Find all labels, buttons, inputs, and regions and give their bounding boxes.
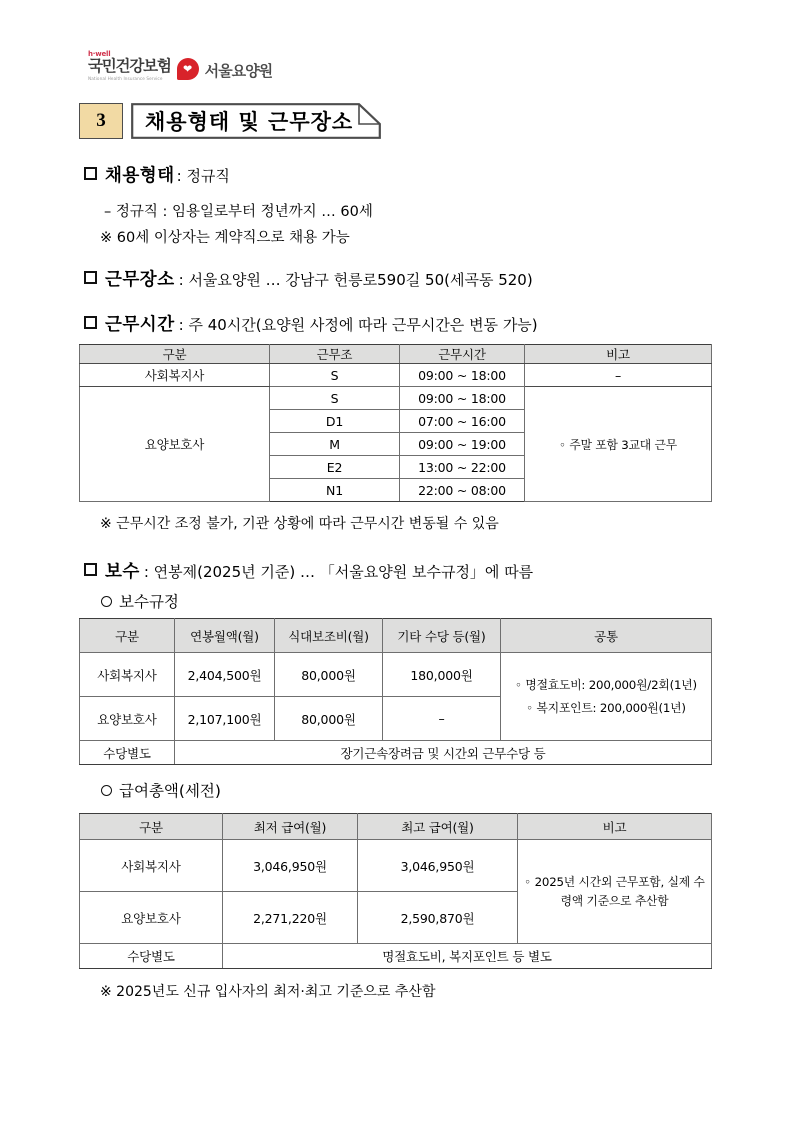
col-header-min-salary: 최저 급여(월): [223, 814, 358, 840]
col-header-hours: 근무시간: [400, 345, 525, 364]
col-header-category: 구분: [80, 619, 175, 653]
cell-hours: 13:00 ~ 22:00: [400, 456, 525, 479]
table-header-row: [80, 345, 712, 364]
nhis-logo: [88, 51, 171, 81]
cell-shift: M: [270, 433, 400, 456]
table-footer-row: [80, 741, 712, 765]
cell-hours: 07:00 ~ 16:00: [400, 410, 525, 433]
cell-common-notes: [501, 653, 712, 741]
cell-min-salary: 2,271,220원: [223, 892, 358, 944]
employment-type-value: : 정규직: [176, 167, 230, 185]
cell-category: 사회복지사: [80, 364, 270, 387]
cell-shift: S: [270, 364, 400, 387]
cell-category: 요양보호사: [80, 387, 270, 502]
pay-label: 보수: [105, 562, 140, 582]
work-schedule-table: [79, 344, 712, 502]
col-header-shift: 근무조: [270, 345, 400, 364]
cell-shift: S: [270, 387, 400, 410]
circle-bullet-icon: [101, 596, 112, 607]
work-hours-footnote: ※ 근무시간 조정 불가, 기관 상황에 따라 근무시간 변동될 수 있음: [100, 516, 499, 532]
organization-logo: [88, 41, 272, 81]
cell-note: ◦ 2025년 시간외 근무포함, 실제 수령액 기준으로 추산함: [518, 840, 712, 944]
workplace-heading: [84, 266, 533, 291]
cell-hours: 09:00 ~ 18:00: [400, 364, 525, 387]
work-hours-heading: [84, 311, 538, 336]
cell-shift: E2: [270, 456, 400, 479]
table-row: [80, 653, 712, 697]
workplace-value: : 서울요양원 … 강남구 헌릉로590길 50(세곡동 520): [178, 271, 533, 289]
section-title: 채용형태 및 근무장소: [145, 110, 354, 134]
pay-rules-subheading-label: 보수규정: [119, 593, 179, 611]
section-banner: [79, 103, 381, 139]
cell-monthly-salary: 2,107,100원: [175, 697, 275, 741]
col-header-other-allowance: 기타 수당 등(월): [383, 619, 501, 653]
section-title-box: [131, 103, 381, 139]
cell-min-salary: 3,046,950원: [223, 840, 358, 892]
care-center-name: 서울요양원: [204, 62, 273, 80]
cell-category: 사회복지사: [80, 840, 223, 892]
work-hours-label: 근무시간: [105, 315, 175, 335]
total-pay-footnote: ※ 2025년도 신규 입사자의 최저·최고 기준으로 추산함: [100, 984, 436, 1000]
table-footer-row: [80, 944, 712, 969]
pay-rules-subheading: [101, 590, 179, 612]
table-row: [80, 364, 712, 387]
cell-meal-allowance: 80,000원: [275, 697, 383, 741]
col-header-note: 비고: [518, 814, 712, 840]
cell-note: ◦ 주말 포함 3교대 근무: [525, 387, 712, 502]
cell-monthly-salary: 2,404,500원: [175, 653, 275, 697]
col-header-category: 구분: [80, 814, 223, 840]
cell-shift: N1: [270, 479, 400, 502]
circle-bullet-icon: [101, 785, 112, 796]
col-header-max-salary: 최고 급여(월): [358, 814, 518, 840]
cell-other-allowance: –: [383, 697, 501, 741]
pay-value: : 연봉제(2025년 기준) … 「서울요양원 보수규정」에 따름: [143, 563, 534, 581]
cell-meal-allowance: 80,000원: [275, 653, 383, 697]
empty-checkbox-icon: [84, 316, 97, 329]
nhis-english-name: National Health Insurance Service: [88, 75, 163, 81]
col-header-common: 공통: [501, 619, 712, 653]
footer-label: 수당별도: [80, 741, 175, 765]
total-pay-subheading: [101, 779, 221, 801]
nhis-name: 국민건강보험: [88, 57, 171, 76]
common-note-2: ◦ 복지포인트: 200,000원(1년): [526, 700, 686, 715]
employment-detail-2: ※ 60세 이상자는 계약직으로 채용 가능: [100, 230, 350, 246]
cell-max-salary: 3,046,950원: [358, 840, 518, 892]
table-header-row: [80, 619, 712, 653]
footer-value: 명절효도비, 복지포인트 등 별도: [223, 944, 712, 969]
pay-rules-table: [79, 618, 712, 765]
cell-note: –: [525, 364, 712, 387]
table-row: [80, 387, 712, 410]
cell-hours: 09:00 ~ 18:00: [400, 387, 525, 410]
cell-max-salary: 2,590,870원: [358, 892, 518, 944]
col-header-monthly-salary: 연봉월액(월): [175, 619, 275, 653]
employment-type-heading: [84, 162, 230, 187]
empty-checkbox-icon: [84, 167, 97, 180]
total-pay-subheading-label: 급여총액(세전): [119, 782, 221, 800]
workplace-label: 근무장소: [105, 270, 175, 290]
table-row: [80, 840, 712, 892]
heart-icon: ❤: [177, 58, 199, 80]
work-hours-value: : 주 40시간(요양원 사정에 따라 근무시간은 변동 가능): [178, 316, 538, 334]
employment-type-label: 채용형태: [105, 166, 175, 186]
cell-category: 사회복지사: [80, 653, 175, 697]
cell-shift: D1: [270, 410, 400, 433]
cell-hours: 09:00 ~ 19:00: [400, 433, 525, 456]
table-header-row: [80, 814, 712, 840]
footer-value: 장기근속장려금 및 시간외 근무수당 등: [175, 741, 712, 765]
pay-heading: [84, 558, 533, 583]
col-header-category: 구분: [80, 345, 270, 364]
section-number: 3: [79, 103, 123, 139]
footer-label: 수당별도: [80, 944, 223, 969]
cell-category: 요양보호사: [80, 892, 223, 944]
common-note-1: ◦ 명절효도비: 200,000원/2회(1년): [515, 678, 697, 693]
employment-detail-1: – 정규직 : 임용일로부터 정년까지 … 60세: [104, 204, 373, 220]
total-pay-table: [79, 813, 712, 969]
cell-hours: 22:00 ~ 08:00: [400, 479, 525, 502]
empty-checkbox-icon: [84, 271, 97, 284]
hwell-tagline: h·well: [88, 50, 111, 59]
col-header-meal-allowance: 식대보조비(월): [275, 619, 383, 653]
col-header-note: 비고: [525, 345, 712, 364]
empty-checkbox-icon: [84, 563, 97, 576]
cell-other-allowance: 180,000원: [383, 653, 501, 697]
cell-category: 요양보호사: [80, 697, 175, 741]
